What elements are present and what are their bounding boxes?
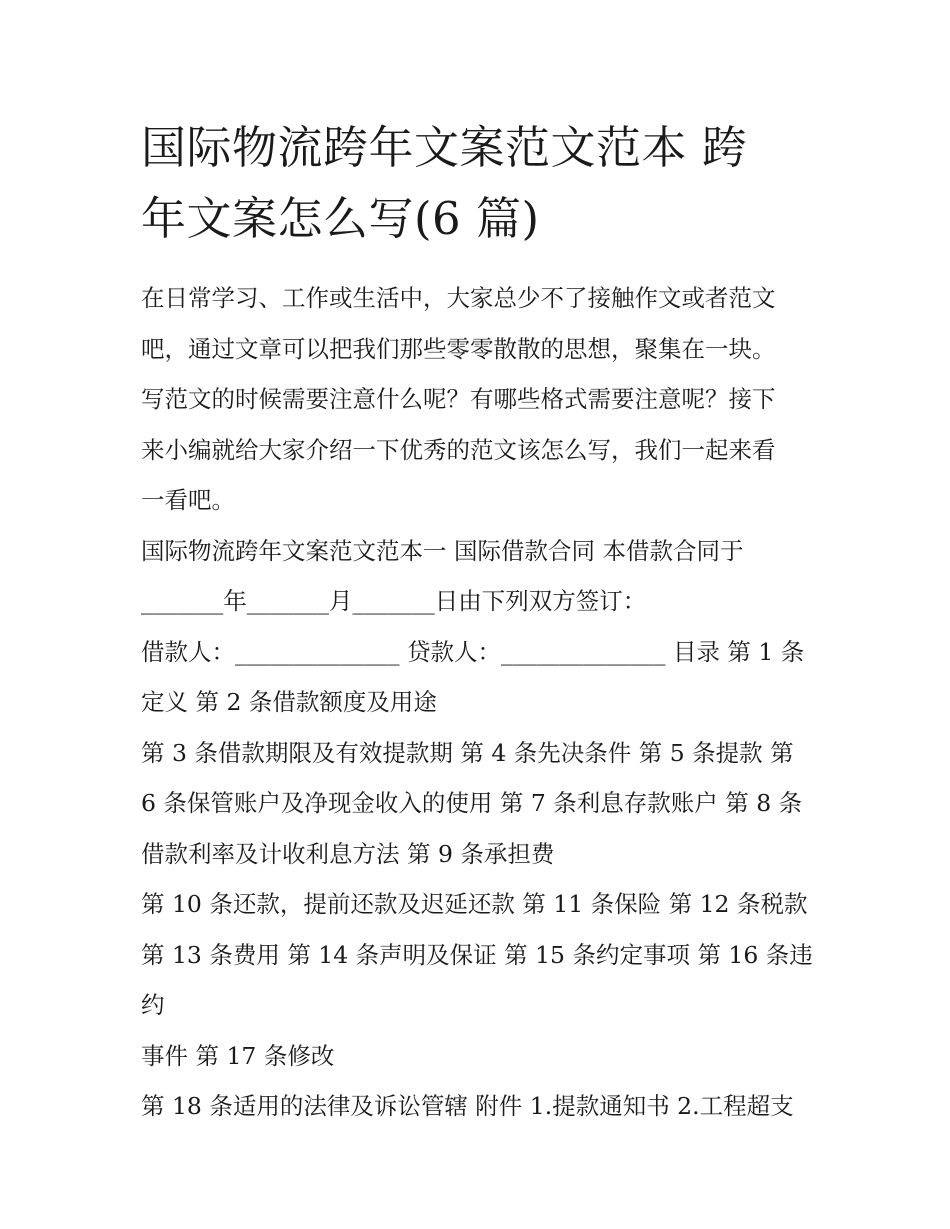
document-page — [141, 112, 821, 1132]
contents-paragraph-1: 第 3 条借款期限及有效提款期 第 4 条先决条件 第 5 条提款 第 6 条保管账户及净现金收入的使用 第 7 条利息存款账户 第 8 条 借款利率及计收利息方法 第 9 条承担费 — [141, 738, 803, 868]
contents-paragraph-2: 第 10 条还款，提前还款及迟延还款 第 11 条保险 第 12 条税款 第 13 条费用 第 14 条声明及保证 第 15 条约定事项 第 16 条违约 事件 第 17 条修改 — [141, 890, 813, 1070]
parties-and-contents-paragraph: 借款人：______________ 贷款人：______________ 目录 第 1 条 定义 第 2 条借款额度及用途 — [141, 637, 805, 716]
document-title: 国际物流跨年文案范文范本 跨 年文案怎么写(6 篇) — [141, 121, 748, 245]
document-body — [141, 273, 821, 1132]
contract-intro-paragraph: 国际物流跨年文案范文范本一 国际借款合同 本借款合同于 _______年_______月_______日由下列双方签订： — [141, 536, 744, 615]
contents-paragraph-3: 第 18 条适用的法律及诉讼管辖 附件 1.提款通知书 2.工程超支 — [141, 1092, 794, 1120]
intro-paragraph: 在日常学习、工作或生活中，大家总少不了接触作文或者范文 吧，通过文章可以把我们那些零零散散的思想，聚集在一块。 写范文的时候需要注意什么呢？有哪些格式需要注意呢？接下 来小编就给大家介绍一下优秀的范文该怎么写，我们一起来看 一看吧。 — [141, 284, 776, 514]
